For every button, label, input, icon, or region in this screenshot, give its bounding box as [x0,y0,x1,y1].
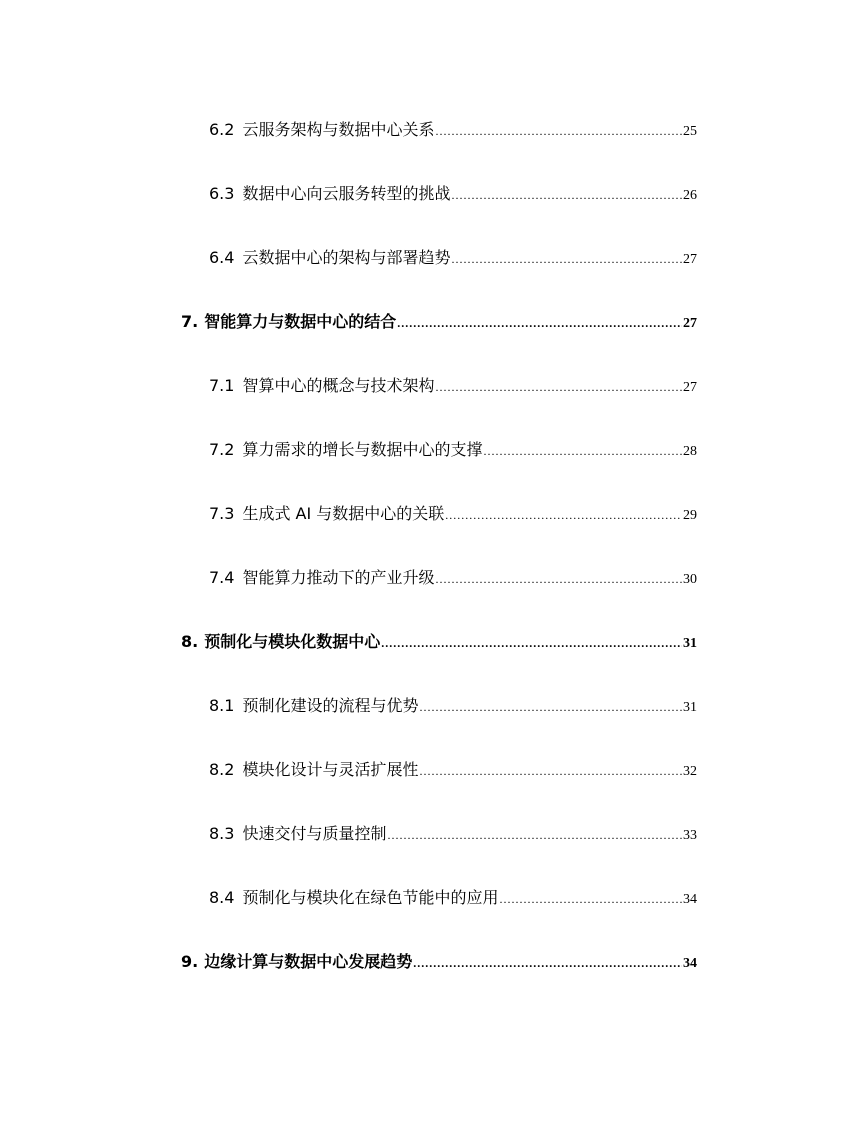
toc-entry-number: 8.2 [209,760,235,779]
toc-entry-page: 31 [683,636,697,651]
toc-dot-leader [419,759,682,783]
toc-entry-page: 29 [683,508,697,523]
toc-entry-7-4[interactable] [209,566,697,590]
toc-entry-number: 7.2 [209,440,235,459]
toc-dot-leader [435,567,682,591]
toc-entry-title: 数据中心向云服务转型的挑战 [242,184,451,203]
toc-entry-page: 27 [683,252,697,267]
toc-entry-title: 边缘计算与数据中心发展趋势 [204,952,413,971]
toc-entry-number: 7.3 [209,504,235,523]
toc-dot-leader [445,503,682,527]
toc-entry-title: 模块化设计与灵活扩展性 [242,760,419,779]
toc-chapter-9[interactable] [181,950,697,974]
toc-dot-leader [483,439,682,463]
toc-entry-number: 6.4 [209,248,235,267]
toc-dot-leader [435,119,682,143]
toc-entry-8-1[interactable] [209,694,697,718]
toc-entry-number: 9. [181,952,199,971]
toc-entry-7-3[interactable] [209,502,697,526]
toc-entry-title: 快速交付与质量控制 [242,824,387,843]
toc-entry-number: 7.4 [209,568,235,587]
toc-entry-page: 30 [683,572,697,587]
toc-dot-leader [397,311,682,335]
toc-entry-title: 生成式 AI 与数据中心的关联 [242,504,445,523]
toc-dot-leader [419,695,682,719]
toc-entry-title: 预制化与模块化数据中心 [204,632,381,651]
toc-entry-title: 智能算力推动下的产业升级 [242,568,435,587]
toc-entry-title: 智算中心的概念与技术架构 [242,376,435,395]
toc-entry-page: 31 [683,700,697,715]
toc-dot-leader [435,375,682,399]
toc-entry-6-2[interactable] [209,118,697,142]
toc-entry-title: 智能算力与数据中心的结合 [204,312,397,331]
toc-entry-7-2[interactable] [209,438,697,462]
toc-entry-8-4[interactable] [209,886,697,910]
toc-entry-page: 34 [683,892,697,907]
toc-entry-page: 25 [683,124,697,139]
toc-chapter-8[interactable] [181,630,697,654]
toc-entry-title: 预制化建设的流程与优势 [242,696,419,715]
toc-entry-title: 云数据中心的架构与部署趋势 [242,248,451,267]
toc-entry-7-1[interactable] [209,374,697,398]
toc-dot-leader [451,183,682,207]
toc-entry-8-2[interactable] [209,758,697,782]
toc-entry-page: 33 [683,828,697,843]
toc-entry-number: 8.4 [209,888,235,907]
toc-entry-page: 27 [683,380,697,395]
toc-entry-number: 8. [181,632,199,651]
toc-entry-page: 27 [683,316,697,331]
toc-entry-number: 8.3 [209,824,235,843]
toc-dot-leader [413,951,682,975]
toc-entry-6-3[interactable] [209,182,697,206]
toc-entry-page: 28 [683,444,697,459]
toc-entry-6-4[interactable] [209,246,697,270]
toc-entry-page: 26 [683,188,697,203]
toc-dot-leader [451,247,682,271]
toc-entry-number: 8.1 [209,696,235,715]
toc-dot-leader [381,631,682,655]
toc-dot-leader [499,887,682,911]
toc-entry-title: 算力需求的增长与数据中心的支撑 [242,440,483,459]
toc-entry-number: 7.1 [209,376,235,395]
toc-entry-8-3[interactable] [209,822,697,846]
toc-entry-page: 34 [683,956,697,971]
toc-entry-number: 6.2 [209,120,235,139]
toc-entry-page: 32 [683,764,697,779]
toc-chapter-7[interactable] [181,310,697,334]
toc-entry-title: 云服务架构与数据中心关系 [242,120,435,139]
toc-entry-number: 6.3 [209,184,235,203]
toc-dot-leader [387,823,682,847]
toc-entry-title: 预制化与模块化在绿色节能中的应用 [242,888,499,907]
toc-entry-number: 7. [181,312,199,331]
